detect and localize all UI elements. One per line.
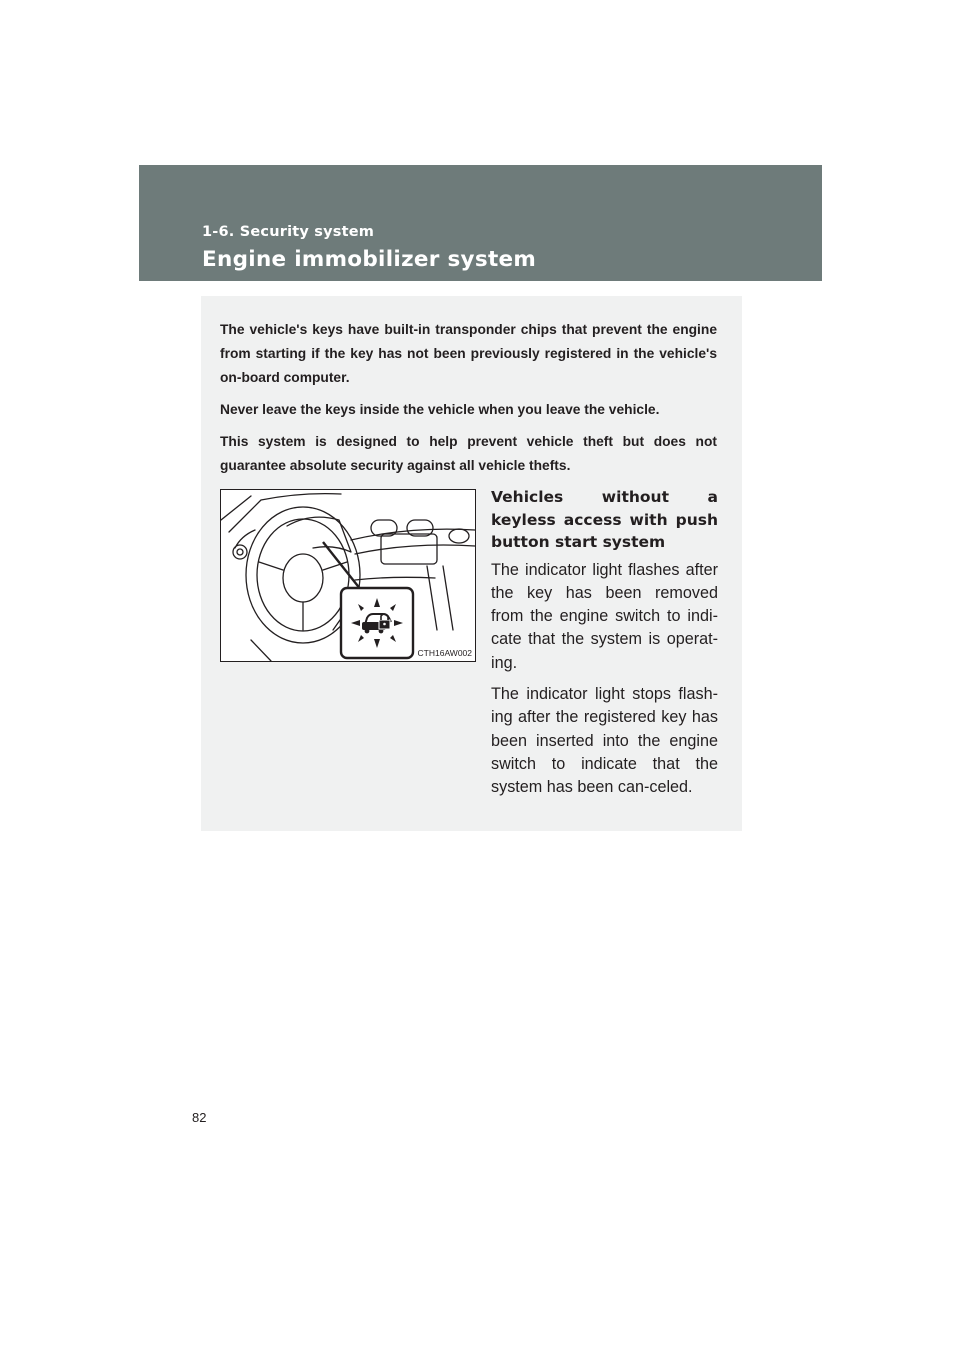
subsection-paragraph-1: The indicator light flashes after the key has been removed from the engine switch to indi-cate that the system is operat-ing. <box>491 560 718 672</box>
subsection <box>491 486 718 807</box>
dashboard-drawing <box>221 490 475 661</box>
subsection-paragraph-2: The indicator light stops flash-ing after the registered key has been inserted into the engine switch to indicate that the system has been can-celed. <box>491 684 718 797</box>
content-box <box>201 296 742 831</box>
subsection-heading: Vehicles without a keyless access with push button start system <box>491 488 718 551</box>
section-header <box>139 165 822 281</box>
intro-paragraph-3: This system is designed to help prevent vehicle theft but does not guarantee absolute security against all vehicle thefts. <box>220 434 717 473</box>
intro-paragraph-1: The vehicle's keys have built-in transponder chips that prevent the engine from starting if the key has not been previously registered in the vehicle's on-board computer. <box>220 322 717 385</box>
intro-text <box>220 318 717 486</box>
intro-paragraph-2: Never leave the keys inside the vehicle when you leave the vehicle. <box>220 402 660 417</box>
dashboard-illustration <box>220 489 476 662</box>
section-label: 1-6. Security system <box>202 224 375 240</box>
page-title: Engine immobilizer system <box>202 247 537 272</box>
page-number: 82 <box>192 1110 207 1125</box>
figure-code: CTH16AW002 <box>417 648 472 658</box>
